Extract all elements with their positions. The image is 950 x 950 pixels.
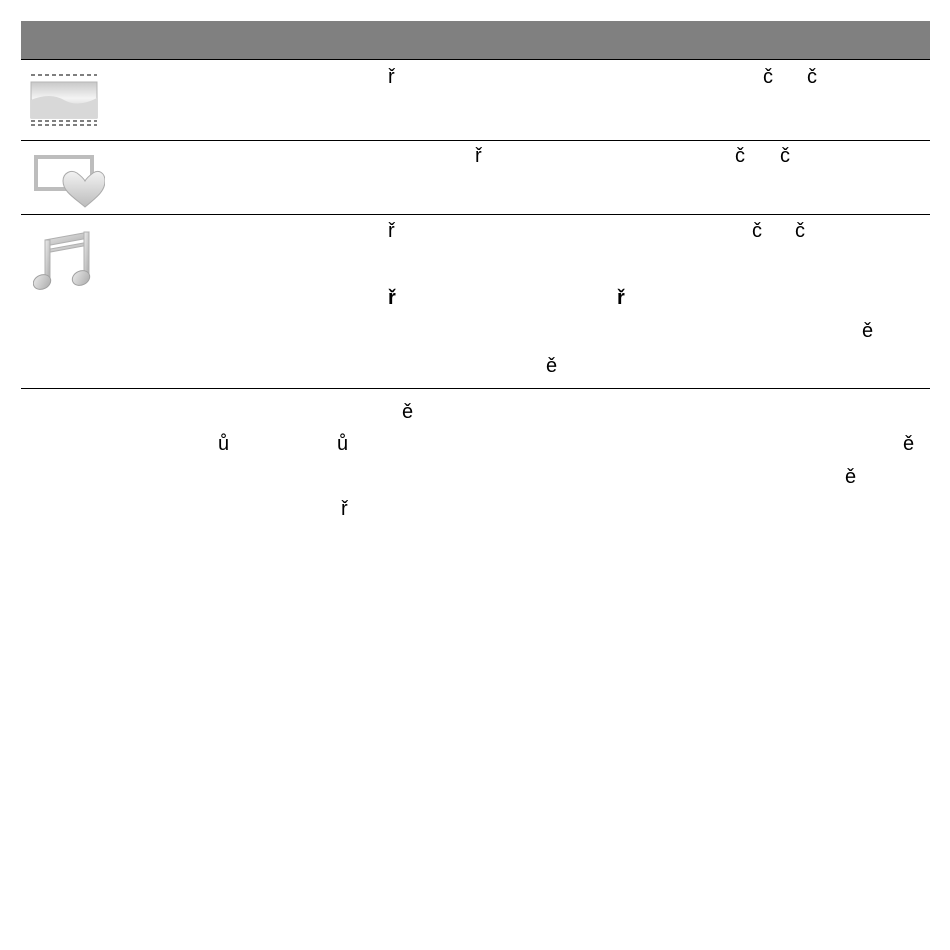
footnote-glyph: ě	[845, 466, 857, 488]
row-glyph: č	[807, 66, 817, 88]
footnote-glyph: ů	[218, 433, 230, 455]
row-glyph: č	[780, 145, 790, 167]
photo-heart-icon	[33, 151, 105, 209]
footnote-glyph: ř	[341, 498, 348, 520]
row-glyph: č	[735, 145, 745, 167]
film-strip-icon	[30, 72, 98, 128]
row-glyph-bold: ř	[617, 287, 625, 309]
row-glyph-bold: ř	[388, 287, 396, 309]
table-header-bar	[21, 21, 930, 59]
row-glyph: ě	[546, 355, 558, 377]
table-row-divider	[21, 214, 930, 215]
row-glyph: ě	[862, 320, 874, 342]
row-glyph: ř	[388, 220, 395, 242]
footnote-glyph: ě	[903, 433, 915, 455]
row-glyph: č	[795, 220, 805, 242]
table-top-rule	[21, 59, 930, 60]
footnote-glyph: ů	[337, 433, 349, 455]
row-glyph: ř	[388, 66, 395, 88]
row-glyph: ř	[475, 145, 482, 167]
music-note-icon	[33, 228, 95, 292]
table-row-divider	[21, 140, 930, 141]
row-glyph: č	[763, 66, 773, 88]
footnote-glyph: ě	[402, 401, 414, 423]
table-bottom-rule	[21, 388, 930, 389]
row-glyph: č	[752, 220, 762, 242]
